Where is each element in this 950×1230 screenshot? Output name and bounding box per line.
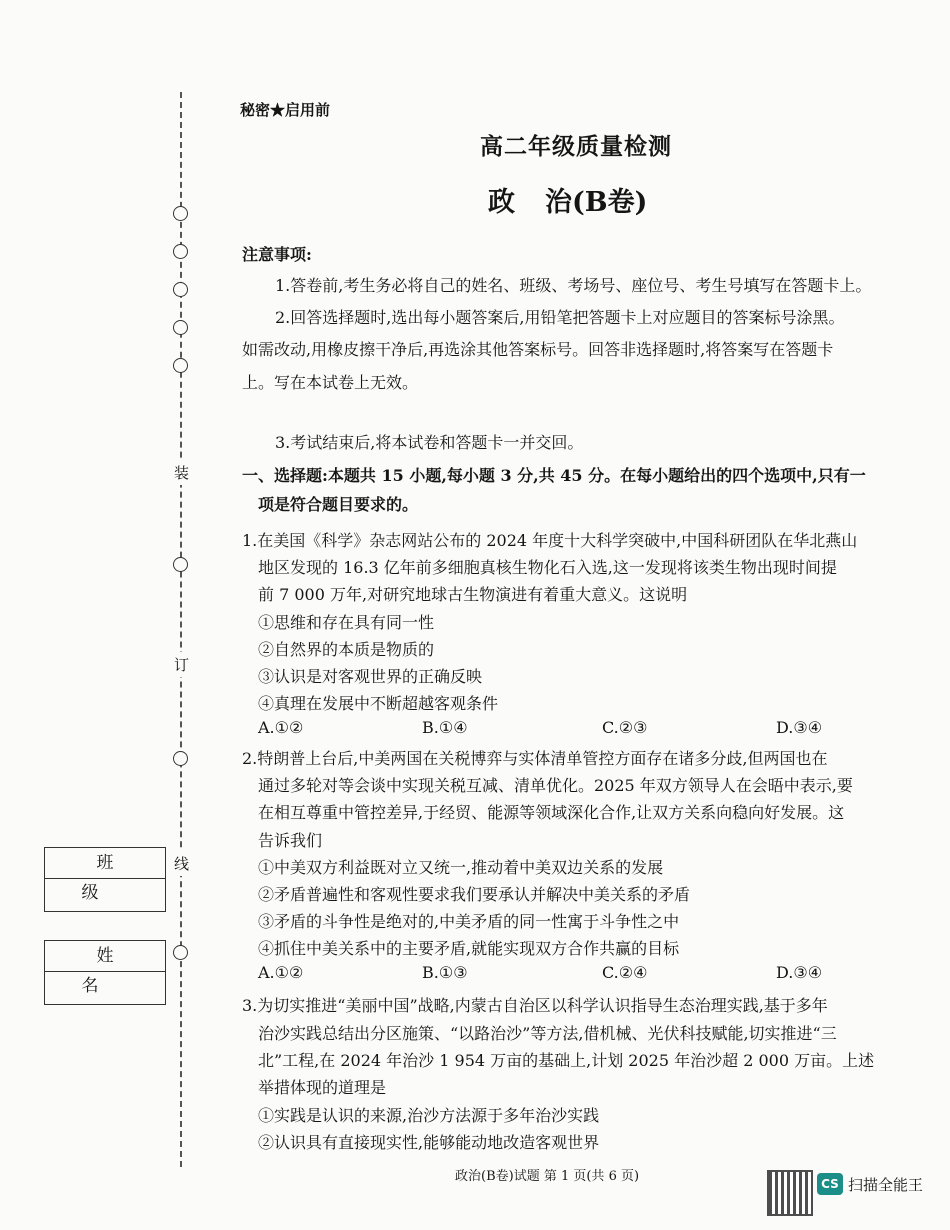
subject-title-a: 政: [488, 187, 515, 218]
question-1-option-d: D.③④: [776, 718, 823, 737]
class-label: 班 级: [45, 848, 165, 879]
notice-line: 如需改动,用橡皮擦干净后,再选涂其他答案标号。回答非选择题时,将答案写在答题卡: [242, 340, 834, 359]
binding-hole: [173, 358, 188, 373]
camscanner-logo-icon: CS: [817, 1173, 843, 1195]
binding-hole: [173, 557, 188, 572]
qr-code-icon: [767, 1170, 813, 1216]
camscanner-app-name: 扫描全能王: [848, 1176, 924, 1194]
question-3-stem: 北”工程,在 2024 年治沙 1 954 万亩的基础上,计划 2025 年治沙超 2 000 万亩。上述: [258, 1051, 875, 1070]
binding-hole: [173, 320, 188, 335]
page-footer: 政治(B卷)试题 第 1 页(共 6 页): [455, 1169, 640, 1184]
question-1-stem: 1.在美国《科学》杂志网站公布的 2024 年度十大科学突破中,中国科研团队在华北燕山: [242, 531, 858, 550]
notice-heading: 注意事项:: [242, 245, 312, 264]
subject-title-b: 治(B卷): [545, 187, 648, 218]
question-2-statement: ③矛盾的斗争性是绝对的,中美矛盾的同一性寓于斗争性之中: [258, 912, 680, 931]
question-2-stem: 在相互尊重中管控差异,于经贸、能源等领域深化合作,让双方关系向稳向好发展。这: [258, 803, 845, 822]
notice-line: 3.考试结束后,将本试卷和答题卡一并交回。: [275, 433, 584, 452]
question-2-statement: ④抓住中美关系中的主要矛盾,就能实现双方合作共赢的目标: [258, 939, 680, 958]
question-3-stem: 3.为切实推进“美丽中国”战略,内蒙古自治区以科学认识指导生态治理实践,基于多年: [242, 996, 828, 1015]
binding-char-xian: 线: [174, 851, 189, 876]
question-2-stem: 通过多轮对等会谈中实现关税互减、清单优化。2025 年双方领导人在会晤中表示,要: [258, 776, 853, 795]
question-1-statement: ④真理在发展中不断超越客观条件: [258, 694, 499, 713]
question-2-statement: ①中美双方利益既对立又统一,推动着中美双边关系的发展: [258, 858, 664, 877]
question-2-stem: 告诉我们: [258, 831, 323, 850]
question-2-option-d: D.③④: [776, 963, 823, 982]
question-2-option-c: C.②④: [602, 963, 648, 982]
question-1-option-c: C.②③: [602, 718, 648, 737]
question-1-option-a: A.①②: [258, 718, 304, 737]
subject-title: [488, 180, 647, 219]
question-2-stem: 2.特朗普上台后,中美两国在关税博弈与实体清单管控方面存在诸多分歧,但两国也在: [242, 749, 828, 768]
class-box: [44, 847, 166, 912]
name-box: [44, 940, 166, 1005]
question-2-statement: ②矛盾普遍性和客观性要求我们要承认并解决中美关系的矛盾: [258, 885, 691, 904]
notice-line: 上。写在本试卷上无效。: [242, 373, 419, 392]
question-3-stem: 治沙实践总结出分区施策、“以路治沙”等方法,借机械、光伏科技赋能,切实推进“三: [258, 1024, 837, 1043]
question-1-stem: 地区发现的 16.3 亿年前多细胞真核生物化石入选,这一发现将该类生物出现时间提: [258, 558, 837, 577]
question-2-option-a: A.①②: [258, 963, 304, 982]
question-1-option-b: B.①④: [422, 718, 468, 737]
question-3-statement: ①实践是认识的来源,治沙方法源于多年治沙实践: [258, 1106, 600, 1125]
binding-char-ding: 订: [174, 652, 189, 677]
question-1-statement: ②自然界的本质是物质的: [258, 640, 435, 659]
name-label: 姓 名: [45, 941, 165, 972]
notice-line: 1.答卷前,考生务必将自己的姓名、班级、考场号、座位号、考生号填写在答题卡上。: [275, 276, 872, 295]
binding-hole: [173, 945, 188, 960]
exam-title: 高二年级质量检测: [480, 133, 672, 160]
binding-hole: [173, 751, 188, 766]
question-3-stem: 举措体现的道理是: [258, 1078, 387, 1097]
secret-mark: 秘密★启用前: [240, 101, 331, 119]
section-heading: 一、选择题:本题共 15 小题,每小题 3 分,共 45 分。在每小题给出的四个选项中,只有一: [242, 466, 866, 485]
question-2-option-b: B.①③: [422, 963, 468, 982]
question-3-statement: ②认识具有直接现实性,能够能动地改造客观世界: [258, 1133, 600, 1152]
binding-char-zhuang: 装: [174, 460, 189, 485]
question-1-stem: 前 7 000 万年,对研究地球古生物演进有着重大意义。这说明: [258, 585, 688, 604]
notice-line: 2.回答选择题时,选出每小题答案后,用铅笔把答题卡上对应题目的答案标号涂黑。: [275, 308, 845, 327]
binding-hole: [173, 206, 188, 221]
binding-hole: [173, 244, 188, 259]
binding-hole: [173, 282, 188, 297]
section-heading: 项是符合题目要求的。: [258, 495, 419, 514]
question-1-statement: ①思维和存在具有同一性: [258, 613, 435, 632]
question-1-statement: ③认识是对客观世界的正确反映: [258, 667, 483, 686]
